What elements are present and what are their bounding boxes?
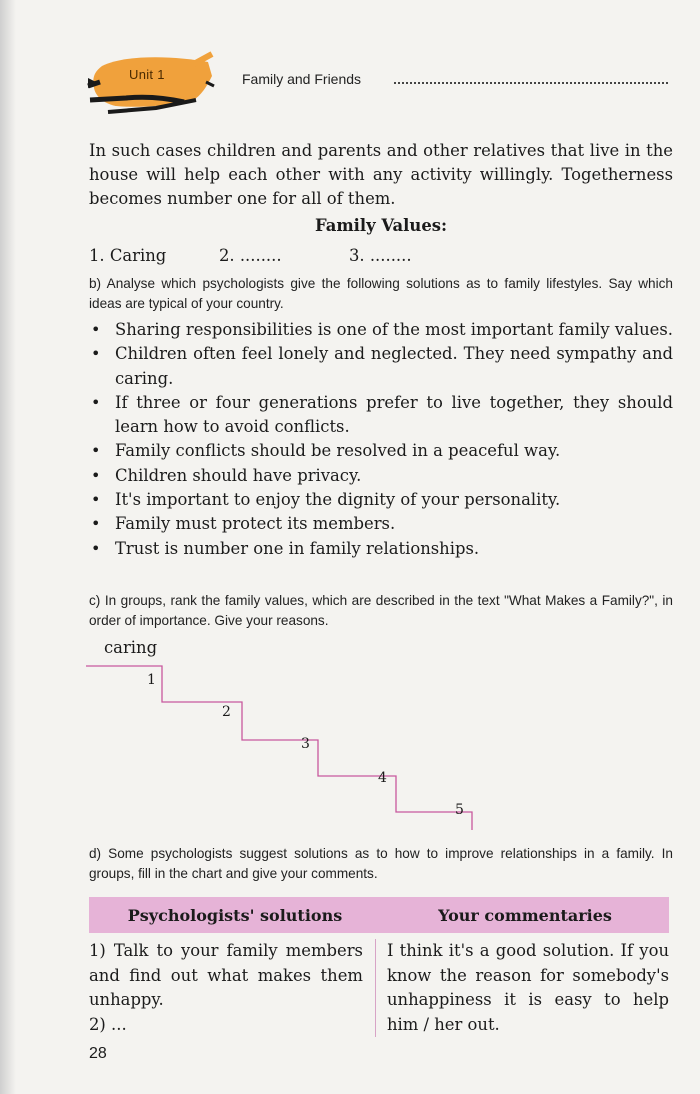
family-value-1: 1. Caring: [89, 246, 167, 265]
bullet-item: • Family must protect its members.: [89, 512, 673, 536]
rank-step-1: 1: [147, 672, 156, 688]
ranking-top-label: caring: [104, 638, 158, 657]
bullet-item: • Sharing responsibilities is one of the most important family values.: [89, 318, 673, 342]
task-c-instructions: c) In groups, rank the family values, which are described in the text "What Makes a Family?", in order of importance. Give your reasons.: [89, 593, 673, 628]
rank-step-3: 3: [301, 736, 310, 752]
unit-badge-brush-icon: [86, 48, 216, 136]
table-header-commentaries: Your commentaries: [438, 905, 612, 925]
solutions-bullet-list: [89, 318, 673, 561]
rank-step-4: 4: [378, 770, 387, 786]
family-value-2: 2. ........: [219, 246, 282, 265]
ranking-staircase: [86, 660, 486, 830]
unit-label: Unit 1: [129, 67, 165, 82]
task-b-instructions: b) Analyse which psychologists give the following solutions as to family lifestyles. Say which ideas are typical of your country.: [89, 276, 673, 311]
bullet-item: • Children often feel lonely and neglected. They need sympathy and caring.: [89, 342, 673, 391]
bullet-item: • Children should have privacy.: [89, 464, 673, 488]
table-header-solutions: Psychologists' solutions: [127, 905, 343, 925]
rank-step-5: 5: [455, 802, 464, 818]
intro-paragraph: In such cases children and parents and other relatives that live in the house will help each other with any activity willingly. Togetherness becomes number one for all of them.: [89, 141, 673, 208]
table-cell-solutions: [89, 939, 375, 1037]
family-value-3: 3. ........: [349, 246, 412, 265]
bullet-item: • Family conflicts should be resolved in a peaceful way.: [89, 439, 673, 463]
table-row: [89, 933, 669, 1037]
bullet-item: • Trust is number one in family relationships.: [89, 537, 673, 561]
table-cell-commentary: I think it's a good solution. If you know the reason for somebody's unhappiness it is easy to help him / her out.: [375, 939, 669, 1037]
family-values-title: Family Values:: [314, 216, 448, 235]
solution-2: 2) ...: [89, 1014, 127, 1034]
family-values-list: [89, 246, 412, 265]
solutions-table: [89, 897, 669, 1037]
bullet-item: • It's important to enjoy the dignity of your personality.: [89, 488, 673, 512]
page-edge-shadow: [0, 0, 16, 1094]
page-number: 28: [89, 1045, 107, 1062]
bullet-item: • If three or four generations prefer to live together, they should learn how to avoid conflicts.: [89, 391, 673, 440]
table-header-row: [89, 897, 669, 933]
header-dotted-rule: [394, 82, 668, 84]
rank-step-2: 2: [222, 704, 231, 720]
solution-1: 1) Talk to your family members and find out what makes them unhappy.: [89, 941, 363, 1009]
section-title: Family and Friends: [242, 71, 362, 87]
task-d-instructions: d) Some psychologists suggest solutions as to how to improve relationships in a family. In groups, fill in the chart and give your comments.: [89, 846, 673, 881]
